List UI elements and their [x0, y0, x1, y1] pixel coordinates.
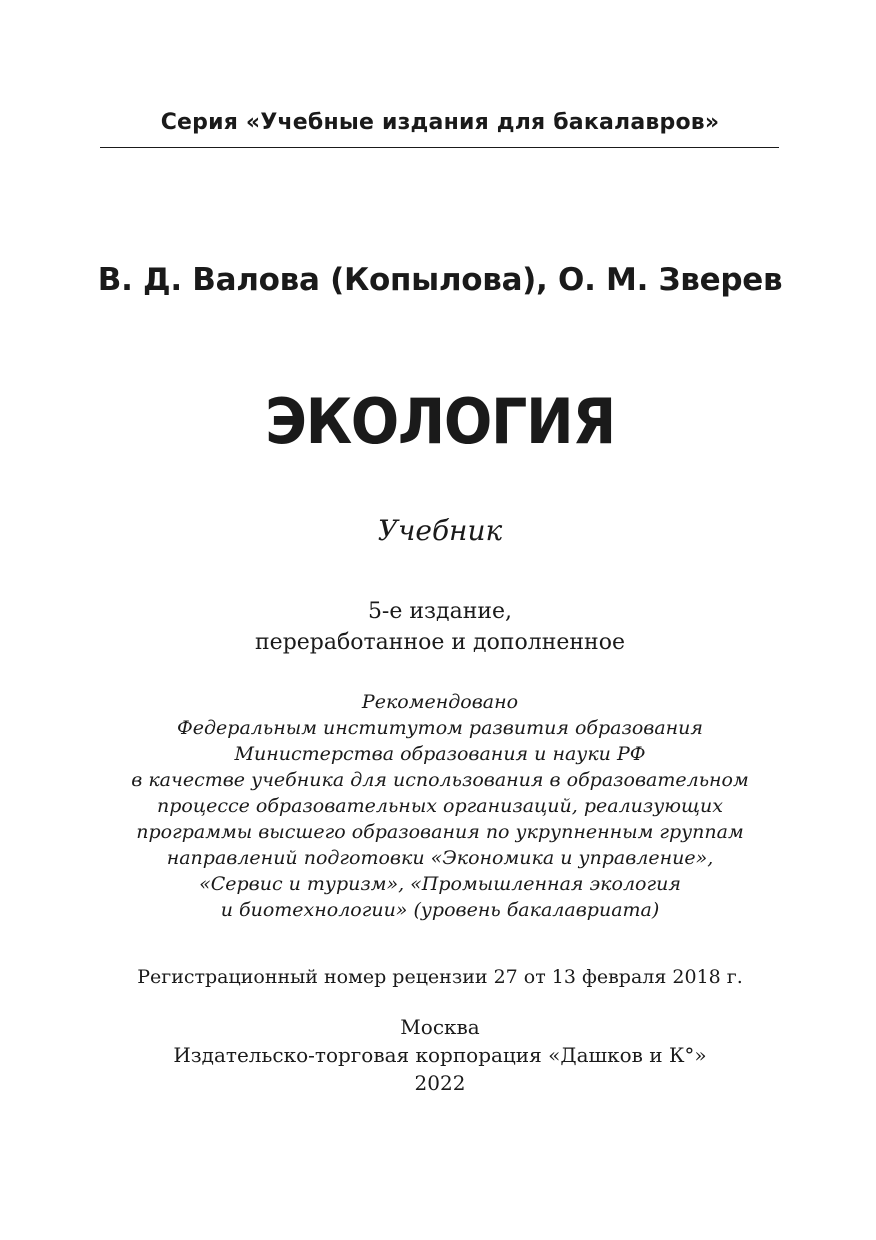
imprint-year: 2022: [414, 1071, 466, 1095]
recommendation-line: и биотехнологии» (уровень бакалавриата): [220, 899, 660, 921]
imprint-publisher: Издательско-торговая корпорация «Дашков и К°»: [173, 1043, 707, 1067]
recommendation-line: в качестве учебника для использования в образовательном: [131, 769, 749, 791]
series-divider: [100, 147, 779, 148]
registration-number: Регистрационный номер рецензии 27 от 13 февраля 2018 г.: [137, 966, 743, 988]
edition-description: переработанное и дополненное: [255, 630, 625, 655]
authors: В. Д. Валова (Копылова), О. М. Зверев: [97, 262, 783, 298]
recommendation-block: [40, 689, 840, 923]
recommendation-line: процессе образовательных организаций, реализующих: [156, 795, 723, 817]
imprint-city: Москва: [400, 1015, 480, 1039]
imprint: [40, 1013, 840, 1097]
series-heading: Серия «Учебные издания для бакалавров»: [160, 110, 720, 135]
recommendation-line: Министерства образования и науки РФ: [234, 743, 646, 765]
recommendation-line: программы высшего образования по укрупненным группам: [136, 821, 744, 843]
edition-info: [60, 596, 820, 658]
recommendation-line: Федеральным институтом развития образования: [176, 717, 704, 739]
edition-number: 5-е издание,: [367, 599, 513, 624]
recommendation-line: Рекомендовано: [361, 691, 519, 713]
book-subtitle: Учебник: [377, 514, 503, 547]
book-title: ЭКОЛОГИЯ: [265, 385, 615, 458]
recommendation-line: «Сервис и туризм», «Промышленная экология: [199, 873, 681, 895]
recommendation-line: направлений подготовки «Экономика и управление»,: [166, 847, 714, 869]
